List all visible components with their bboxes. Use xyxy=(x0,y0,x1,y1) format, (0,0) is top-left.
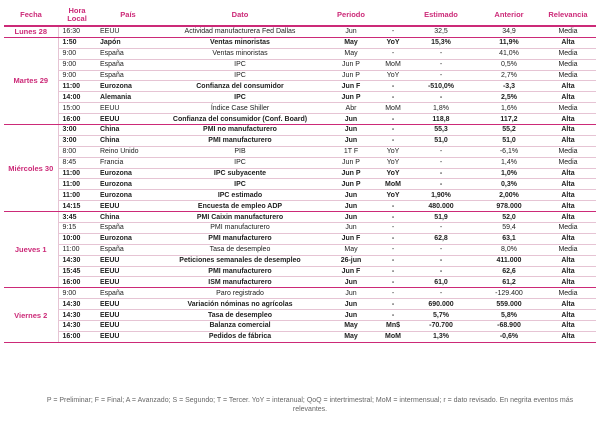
periodo-cell: Jun P xyxy=(320,168,382,179)
pais-cell: Japón xyxy=(96,37,160,48)
tipo-cell: YoY xyxy=(382,190,404,201)
dato-cell: IPC xyxy=(160,179,320,190)
pais-cell: EEUU xyxy=(96,321,160,332)
dato-cell: PMI manufacturero xyxy=(160,223,320,234)
pais-cell: Alemania xyxy=(96,92,160,103)
relevancia-cell: Media xyxy=(540,59,596,70)
estimado-cell: 1,90% xyxy=(404,190,478,201)
header-estimado: Estimado xyxy=(404,4,478,26)
hora-cell: 16:30 xyxy=(58,26,96,37)
date-cell: Jueves 1 xyxy=(4,212,58,288)
relevancia-cell: Alta xyxy=(540,299,596,310)
relevancia-cell: Media xyxy=(540,157,596,168)
hora-cell: 15:45 xyxy=(58,266,96,277)
dato-cell: PMI manufacturero xyxy=(160,233,320,244)
pais-cell: EEUU xyxy=(96,26,160,37)
table-row xyxy=(4,331,596,342)
hora-cell: 14:15 xyxy=(58,201,96,212)
dato-cell: Confianza del consumidor xyxy=(160,81,320,92)
anterior-cell: 978.000 xyxy=(478,201,540,212)
table-row xyxy=(4,212,596,223)
header-anterior: Anterior xyxy=(478,4,540,26)
table-row xyxy=(4,321,596,332)
hora-cell: 9:00 xyxy=(58,288,96,299)
table-row xyxy=(4,168,596,179)
hora-cell: 11:00 xyxy=(58,179,96,190)
anterior-cell: 59,4 xyxy=(478,223,540,234)
anterior-cell: 0,5% xyxy=(478,59,540,70)
pais-cell: EEUU xyxy=(96,277,160,288)
table-row xyxy=(4,146,596,157)
dato-cell: Actividad manufacturera Fed Dallas xyxy=(160,26,320,37)
pais-cell: España xyxy=(96,59,160,70)
estimado-cell: - xyxy=(404,223,478,234)
tipo-cell: - xyxy=(382,233,404,244)
periodo-cell: May xyxy=(320,321,382,332)
relevancia-cell: Alta xyxy=(540,92,596,103)
dato-cell: IPC xyxy=(160,157,320,168)
estimado-cell: 1,3% xyxy=(404,331,478,342)
anterior-cell: 62,6 xyxy=(478,266,540,277)
pais-cell: EEUU xyxy=(96,299,160,310)
periodo-cell: Jun P xyxy=(320,157,382,168)
periodo-cell: Jun P xyxy=(320,70,382,81)
dato-cell: Ventas minoristas xyxy=(160,37,320,48)
table-row xyxy=(4,59,596,70)
pais-cell: España xyxy=(96,48,160,59)
periodo-cell: Jun xyxy=(320,135,382,146)
estimado-cell: 51,0 xyxy=(404,135,478,146)
tipo-cell: - xyxy=(382,125,404,136)
relevancia-cell: Media xyxy=(540,70,596,81)
header-fecha: Fecha xyxy=(4,4,58,26)
table-row xyxy=(4,81,596,92)
tipo-cell: - xyxy=(382,212,404,223)
dato-cell: Peticiones semanales de desempleo xyxy=(160,255,320,266)
tipo-cell: - xyxy=(382,266,404,277)
hora-cell: 3:00 xyxy=(58,135,96,146)
pais-cell: Eurozona xyxy=(96,190,160,201)
anterior-cell: -0,6% xyxy=(478,331,540,342)
relevancia-cell: Media xyxy=(540,103,596,114)
hora-cell: 11:00 xyxy=(58,81,96,92)
periodo-cell: Jun xyxy=(320,125,382,136)
relevancia-cell: Alta xyxy=(540,168,596,179)
table-body xyxy=(4,26,596,342)
date-cell: Martes 29 xyxy=(4,37,58,124)
tipo-cell: YoY xyxy=(382,157,404,168)
periodo-cell: Jun xyxy=(320,223,382,234)
relevancia-cell: Alta xyxy=(540,190,596,201)
relevancia-cell: Alta xyxy=(540,255,596,266)
relevancia-cell: Alta xyxy=(540,135,596,146)
anterior-cell: -3,3 xyxy=(478,81,540,92)
anterior-cell: -68.900 xyxy=(478,321,540,332)
estimado-cell: - xyxy=(404,266,478,277)
table-row xyxy=(4,299,596,310)
estimado-cell: 61,0 xyxy=(404,277,478,288)
pais-cell: Eurozona xyxy=(96,81,160,92)
anterior-cell: 0,3% xyxy=(478,179,540,190)
pais-cell: China xyxy=(96,125,160,136)
table-row xyxy=(4,92,596,103)
dato-cell: PMI manufacturero xyxy=(160,135,320,146)
pais-cell: EEUU xyxy=(96,114,160,125)
anterior-cell: -129.400 xyxy=(478,288,540,299)
pais-cell: EEUU xyxy=(96,266,160,277)
estimado-cell: - xyxy=(404,168,478,179)
tipo-cell: - xyxy=(382,26,404,37)
pais-cell: España xyxy=(96,244,160,255)
table-row xyxy=(4,223,596,234)
tipo-cell: - xyxy=(382,223,404,234)
estimado-cell: - xyxy=(404,157,478,168)
table-row xyxy=(4,266,596,277)
estimado-cell: - xyxy=(404,70,478,81)
periodo-cell: Jun xyxy=(320,212,382,223)
estimado-cell: 118,8 xyxy=(404,114,478,125)
anterior-cell: 63,1 xyxy=(478,233,540,244)
hora-cell: 10:00 xyxy=(58,233,96,244)
relevancia-cell: Media xyxy=(540,288,596,299)
header-relevancia: Relevancia xyxy=(540,4,596,26)
tipo-cell: - xyxy=(382,244,404,255)
header-tipo xyxy=(382,4,404,26)
dato-cell: Tasa de desempleo xyxy=(160,310,320,321)
pais-cell: EEUU xyxy=(96,255,160,266)
dato-cell: IPC estimado xyxy=(160,190,320,201)
anterior-cell: 61,2 xyxy=(478,277,540,288)
hora-cell: 8:45 xyxy=(58,157,96,168)
table-row xyxy=(4,70,596,81)
estimado-cell: - xyxy=(404,48,478,59)
tipo-cell: - xyxy=(382,135,404,146)
relevancia-cell: Media xyxy=(540,26,596,37)
hora-cell: 3:00 xyxy=(58,125,96,136)
date-cell: Lunes 28 xyxy=(4,26,58,37)
table-row xyxy=(4,310,596,321)
hora-cell: 16:00 xyxy=(58,331,96,342)
tipo-cell: - xyxy=(382,114,404,125)
periodo-cell: 26-jun xyxy=(320,255,382,266)
anterior-cell: 2,00% xyxy=(478,190,540,201)
relevancia-cell: Alta xyxy=(540,266,596,277)
relevancia-cell: Alta xyxy=(540,81,596,92)
tipo-cell: Mn$ xyxy=(382,321,404,332)
tipo-cell: - xyxy=(382,288,404,299)
tipo-cell: MoM xyxy=(382,103,404,114)
periodo-cell: Jun P xyxy=(320,179,382,190)
relevancia-cell: Alta xyxy=(540,114,596,125)
dato-cell: Pedidos de fábrica xyxy=(160,331,320,342)
periodo-cell: May xyxy=(320,37,382,48)
periodo-cell: Jun xyxy=(320,299,382,310)
anterior-cell: 1,0% xyxy=(478,168,540,179)
periodo-cell: Jun xyxy=(320,277,382,288)
header-pais: País xyxy=(96,4,160,26)
dato-cell: IPC subyacente xyxy=(160,168,320,179)
pais-cell: España xyxy=(96,223,160,234)
table-row xyxy=(4,244,596,255)
periodo-cell: Jun xyxy=(320,114,382,125)
anterior-cell: 1,6% xyxy=(478,103,540,114)
tipo-cell: - xyxy=(382,48,404,59)
dato-cell: PMI no manufacturero xyxy=(160,125,320,136)
relevancia-cell: Alta xyxy=(540,37,596,48)
anterior-cell: 559.000 xyxy=(478,299,540,310)
hora-cell: 8:00 xyxy=(58,146,96,157)
relevancia-cell: Media xyxy=(540,223,596,234)
tipo-cell: - xyxy=(382,255,404,266)
header-dato: Dato xyxy=(160,4,320,26)
estimado-cell: - xyxy=(404,244,478,255)
table-row xyxy=(4,179,596,190)
dato-cell: ISM manufacturero xyxy=(160,277,320,288)
relevancia-cell: Alta xyxy=(540,233,596,244)
hora-cell: 14:30 xyxy=(58,310,96,321)
anterior-cell: 2,7% xyxy=(478,70,540,81)
periodo-cell: Jun P xyxy=(320,59,382,70)
relevancia-cell: Alta xyxy=(540,201,596,212)
anterior-cell: 117,2 xyxy=(478,114,540,125)
pais-cell: España xyxy=(96,70,160,81)
estimado-cell: -70.700 xyxy=(404,321,478,332)
hora-cell: 14:30 xyxy=(58,299,96,310)
pais-cell: Eurozona xyxy=(96,168,160,179)
periodo-cell: Jun xyxy=(320,190,382,201)
dato-cell: Ventas minoristas xyxy=(160,48,320,59)
estimado-cell: - xyxy=(404,288,478,299)
estimado-cell: 55,3 xyxy=(404,125,478,136)
estimado-cell: 690.000 xyxy=(404,299,478,310)
dato-cell: IPC xyxy=(160,70,320,81)
tipo-cell: YoY xyxy=(382,168,404,179)
dato-cell: IPC xyxy=(160,59,320,70)
estimado-cell: - xyxy=(404,92,478,103)
anterior-cell: 5,8% xyxy=(478,310,540,321)
hora-cell: 3:45 xyxy=(58,212,96,223)
tipo-cell: MoM xyxy=(382,179,404,190)
date-cell: Miércoles 30 xyxy=(4,125,58,212)
estimado-cell: - xyxy=(404,255,478,266)
pais-cell: Francia xyxy=(96,157,160,168)
estimado-cell: 51,9 xyxy=(404,212,478,223)
estimado-cell: - xyxy=(404,146,478,157)
hora-cell: 9:00 xyxy=(58,48,96,59)
tipo-cell: MoM xyxy=(382,59,404,70)
estimado-cell: 480.000 xyxy=(404,201,478,212)
dato-cell: Paro registrado xyxy=(160,288,320,299)
header-hora-local: Hora Local xyxy=(58,4,96,26)
pais-cell: Eurozona xyxy=(96,179,160,190)
periodo-cell: May xyxy=(320,331,382,342)
table-row xyxy=(4,103,596,114)
hora-cell: 16:00 xyxy=(58,277,96,288)
hora-cell: 11:00 xyxy=(58,190,96,201)
table-row xyxy=(4,26,596,37)
relevancia-cell: Alta xyxy=(540,212,596,223)
pais-cell: EEUU xyxy=(96,331,160,342)
anterior-cell: -6,1% xyxy=(478,146,540,157)
hora-cell: 9:15 xyxy=(58,223,96,234)
estimado-cell: 5,7% xyxy=(404,310,478,321)
dato-cell: Confianza del consumidor (Conf. Board) xyxy=(160,114,320,125)
anterior-cell: 55,2 xyxy=(478,125,540,136)
anterior-cell: 1,4% xyxy=(478,157,540,168)
hora-cell: 9:00 xyxy=(58,70,96,81)
estimado-cell: 62,8 xyxy=(404,233,478,244)
dato-cell: PMI manufacturero xyxy=(160,266,320,277)
anterior-cell: 52,0 xyxy=(478,212,540,223)
estimado-cell: - xyxy=(404,179,478,190)
dato-cell: Balanza comercial xyxy=(160,321,320,332)
estimado-cell: - xyxy=(404,59,478,70)
table-header-row xyxy=(4,4,596,26)
estimado-cell: 15,3% xyxy=(404,37,478,48)
relevancia-cell: Alta xyxy=(540,321,596,332)
hora-cell: 11:00 xyxy=(58,244,96,255)
anterior-cell: 8,0% xyxy=(478,244,540,255)
hora-cell: 11:00 xyxy=(58,168,96,179)
periodo-cell: Jun F xyxy=(320,81,382,92)
dato-cell: Encuesta de empleo ADP xyxy=(160,201,320,212)
estimado-cell: 1,8% xyxy=(404,103,478,114)
relevancia-cell: Media xyxy=(540,244,596,255)
tipo-cell: MoM xyxy=(382,331,404,342)
table-row xyxy=(4,37,596,48)
hora-cell: 16:00 xyxy=(58,114,96,125)
header-periodo: Periodo xyxy=(320,4,382,26)
hora-cell: 14:30 xyxy=(58,321,96,332)
pais-cell: China xyxy=(96,135,160,146)
table-row xyxy=(4,135,596,146)
tipo-cell: - xyxy=(382,277,404,288)
table-row xyxy=(4,255,596,266)
tipo-cell: YoY xyxy=(382,70,404,81)
pais-cell: España xyxy=(96,288,160,299)
table-row xyxy=(4,114,596,125)
hora-cell: 15:00 xyxy=(58,103,96,114)
pais-cell: China xyxy=(96,212,160,223)
anterior-cell: 34,9 xyxy=(478,26,540,37)
periodo-cell: May xyxy=(320,244,382,255)
table-row xyxy=(4,125,596,136)
pais-cell: EEUU xyxy=(96,103,160,114)
tipo-cell: YoY xyxy=(382,146,404,157)
hora-cell: 9:00 xyxy=(58,59,96,70)
periodo-cell: Jun F xyxy=(320,266,382,277)
hora-cell: 14:30 xyxy=(58,255,96,266)
estimado-cell: 32,5 xyxy=(404,26,478,37)
relevancia-cell: Media xyxy=(540,48,596,59)
anterior-cell: 11,9% xyxy=(478,37,540,48)
relevancia-cell: Alta xyxy=(540,125,596,136)
table-row xyxy=(4,48,596,59)
relevancia-cell: Alta xyxy=(540,179,596,190)
table-row xyxy=(4,157,596,168)
dato-cell: PIB xyxy=(160,146,320,157)
periodo-cell: Abr xyxy=(320,103,382,114)
dato-cell: IPC xyxy=(160,92,320,103)
periodo-cell: Jun xyxy=(320,26,382,37)
table-row xyxy=(4,288,596,299)
anterior-cell: 2,5% xyxy=(478,92,540,103)
relevancia-cell: Alta xyxy=(540,310,596,321)
tipo-cell: - xyxy=(382,310,404,321)
anterior-cell: 51,0 xyxy=(478,135,540,146)
periodo-cell: Jun xyxy=(320,310,382,321)
tipo-cell: - xyxy=(382,81,404,92)
table-row xyxy=(4,201,596,212)
periodo-cell: May xyxy=(320,48,382,59)
periodo-cell: Jun xyxy=(320,288,382,299)
pais-cell: Eurozona xyxy=(96,233,160,244)
dato-cell: PMI Caixin manufacturero xyxy=(160,212,320,223)
periodo-cell: 1T F xyxy=(320,146,382,157)
date-cell: Viernes 2 xyxy=(4,288,58,342)
relevancia-cell: Alta xyxy=(540,277,596,288)
relevancia-cell: Media xyxy=(540,146,596,157)
estimado-cell: -510,0% xyxy=(404,81,478,92)
footnote: P = Preliminar; F = Final; A = Avanzado; S = Segundo; T = Tercer. YoY = interanual; QoQ = intertrimestral; MoM = intermensual; r = dato revisado. En negrita eventos más relevantes. xyxy=(46,397,574,413)
table-row xyxy=(4,233,596,244)
pais-cell: EEUU xyxy=(96,310,160,321)
anterior-cell: 411.000 xyxy=(478,255,540,266)
dato-cell: Variación nóminas no agrícolas xyxy=(160,299,320,310)
tipo-cell: YoY xyxy=(382,37,404,48)
table-row xyxy=(4,190,596,201)
relevancia-cell: Alta xyxy=(540,331,596,342)
periodo-cell: Jun xyxy=(320,201,382,212)
tipo-cell: - xyxy=(382,92,404,103)
pais-cell: EEUU xyxy=(96,201,160,212)
hora-cell: 1:50 xyxy=(58,37,96,48)
tipo-cell: - xyxy=(382,201,404,212)
pais-cell: Reino Unido xyxy=(96,146,160,157)
table-row xyxy=(4,277,596,288)
periodo-cell: Jun P xyxy=(320,92,382,103)
dato-cell: Índice Case Shiller xyxy=(160,103,320,114)
economic-calendar-table xyxy=(4,4,596,343)
periodo-cell: Jun F xyxy=(320,233,382,244)
hora-cell: 14:00 xyxy=(58,92,96,103)
tipo-cell: - xyxy=(382,299,404,310)
dato-cell: Tasa de desempleo xyxy=(160,244,320,255)
anterior-cell: 41,0% xyxy=(478,48,540,59)
